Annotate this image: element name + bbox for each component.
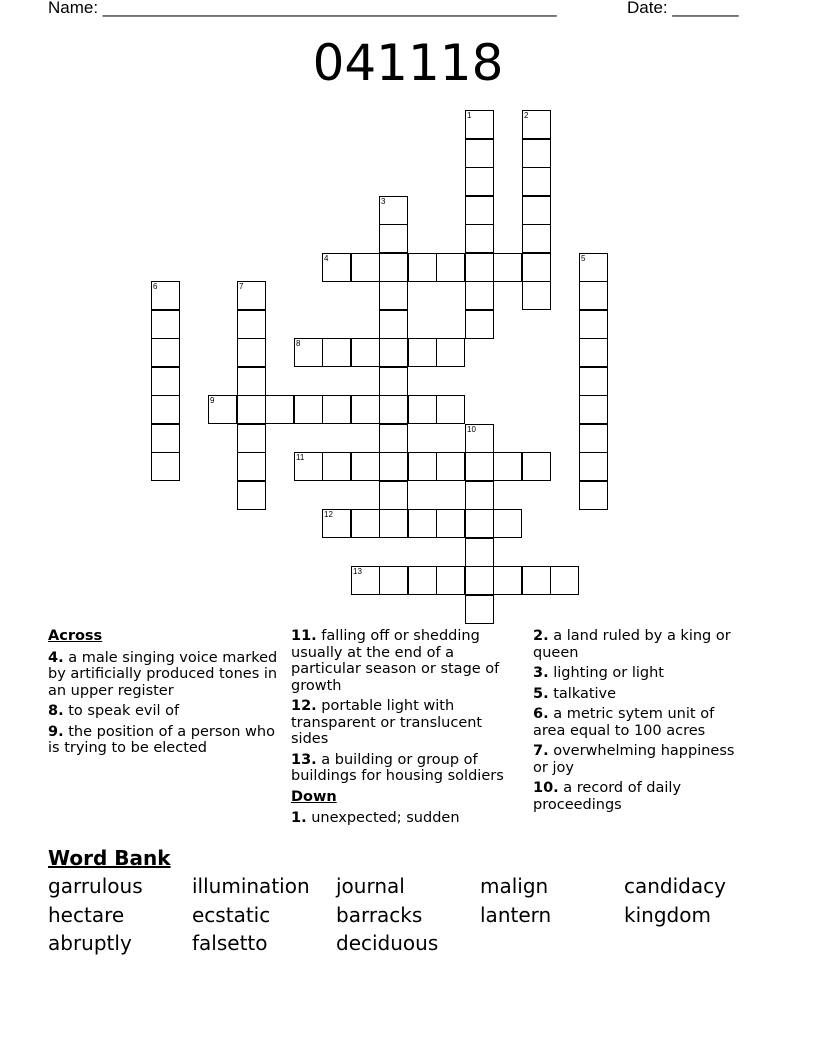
word-bank-word: hectare — [48, 903, 125, 927]
clue-text: a land ruled by a king or queen — [533, 628, 731, 661]
grid-cell — [465, 139, 494, 168]
clue-number: 9. — [48, 723, 64, 740]
cell-number: 2 — [524, 111, 529, 120]
grid-cell — [351, 509, 380, 538]
clue-down-5 — [533, 686, 748, 703]
grid-cell — [294, 395, 323, 424]
grid-cell — [208, 395, 237, 424]
grid-cell — [579, 281, 608, 310]
grid-cell — [237, 452, 266, 481]
grid-cell — [151, 452, 180, 481]
grid-cell — [465, 310, 494, 339]
grid-cell — [522, 253, 551, 282]
clues-column-1 — [48, 628, 278, 761]
across-heading: Across — [48, 628, 103, 644]
grid-cell — [265, 395, 294, 424]
cell-number: 3 — [381, 197, 386, 206]
word-bank-word: garrulous — [48, 874, 143, 898]
grid-cell — [379, 395, 408, 424]
clues-column-3 — [533, 628, 748, 817]
grid-cell — [237, 338, 266, 367]
clue-text: portable light with transparent or translucent sides — [291, 698, 483, 747]
grid-cell — [465, 595, 494, 624]
clue-text: lighting or light — [553, 665, 664, 681]
clues-column-2 — [291, 628, 516, 831]
grid-cell — [237, 481, 266, 510]
cell-number: 1 — [467, 111, 472, 120]
clue-number: 8. — [48, 703, 64, 719]
grid-cell — [408, 509, 437, 538]
grid-cell — [493, 509, 522, 538]
grid-cell — [408, 253, 437, 282]
grid-cell — [379, 566, 408, 595]
clue-down-10 — [533, 780, 748, 813]
clue-text: to speak evil of — [68, 703, 180, 719]
grid-cell — [465, 509, 494, 538]
clue-text: the position of a person who is trying to be elected — [48, 723, 275, 756]
word-bank-word: candidacy — [624, 874, 726, 898]
grid-cell — [465, 167, 494, 196]
grid-cell — [436, 338, 465, 367]
grid-cell — [379, 452, 408, 481]
grid-cell — [237, 367, 266, 396]
grid-cell — [465, 253, 494, 282]
clue-down-3 — [533, 665, 748, 682]
grid-cell — [237, 281, 266, 310]
grid-cell — [550, 566, 579, 595]
word-bank-word: kingdom — [624, 903, 711, 927]
grid-cell — [579, 424, 608, 453]
grid-cell — [379, 509, 408, 538]
grid-cell — [151, 281, 180, 310]
grid-cell — [579, 338, 608, 367]
grid-cell — [465, 566, 494, 595]
cell-number: 6 — [153, 282, 158, 291]
grid-cell — [522, 139, 551, 168]
grid-cell — [579, 452, 608, 481]
grid-cell — [237, 310, 266, 339]
grid-cell — [151, 395, 180, 424]
clue-text: unexpected; sudden — [311, 810, 460, 826]
clue-number: 6. — [533, 706, 549, 722]
grid-cell — [322, 452, 351, 481]
grid-cell — [436, 566, 465, 595]
grid-cell — [237, 395, 266, 424]
grid-cell — [322, 253, 351, 282]
word-bank-word: ecstatic — [192, 903, 271, 927]
grid-cell — [579, 310, 608, 339]
grid-cell — [493, 566, 522, 595]
clue-text: talkative — [553, 685, 617, 702]
clue-across-12 — [291, 698, 516, 748]
grid-cell — [522, 566, 551, 595]
word-bank-word: barracks — [336, 903, 423, 927]
grid-cell — [379, 367, 408, 396]
page-title: 041118 — [312, 34, 504, 92]
clue-across-9 — [48, 724, 278, 757]
grid-cell — [379, 196, 408, 225]
grid-cell — [237, 424, 266, 453]
clue-text: a male singing voice marked by artificially produced tones in an upper register — [48, 649, 278, 699]
clue-number: 3. — [533, 665, 549, 681]
clue-down-2 — [533, 628, 748, 661]
clue-down-6 — [533, 706, 748, 739]
grid-cell — [579, 253, 608, 282]
clue-down-1 — [291, 810, 516, 827]
grid-cell — [522, 167, 551, 196]
grid-cell — [408, 338, 437, 367]
grid-cell — [379, 310, 408, 339]
grid-cell — [436, 253, 465, 282]
word-bank-word: deciduous — [336, 931, 439, 955]
grid-cell — [465, 281, 494, 310]
grid-cell — [493, 253, 522, 282]
grid-cell — [322, 338, 351, 367]
word-bank-word: abruptly — [48, 931, 132, 955]
grid-cell — [579, 395, 608, 424]
clue-text: overwhelming happiness or joy — [533, 743, 735, 776]
grid-cell — [465, 481, 494, 510]
grid-cell — [379, 253, 408, 282]
clue-number: 11. — [291, 628, 317, 644]
date-field-label: Date: _______ — [627, 0, 739, 17]
grid-cell — [379, 424, 408, 453]
clue-across-13 — [291, 752, 516, 785]
grid-cell — [351, 253, 380, 282]
grid-cell — [579, 367, 608, 396]
grid-cell — [436, 395, 465, 424]
cell-number: 11 — [296, 453, 305, 462]
grid-cell — [436, 509, 465, 538]
grid-cell — [465, 424, 494, 453]
clue-number: 1. — [291, 810, 307, 826]
clue-number: 2. — [533, 628, 549, 644]
grid-cell — [522, 281, 551, 310]
grid-cell — [522, 196, 551, 225]
cell-number: 5 — [581, 254, 586, 263]
word-bank-word: illumination — [192, 874, 310, 898]
grid-cell — [351, 395, 380, 424]
grid-cell — [351, 566, 380, 595]
clue-number: 10. — [533, 780, 559, 796]
grid-cell — [493, 452, 522, 481]
grid-cell — [465, 452, 494, 481]
grid-cell — [465, 196, 494, 225]
clue-text: a building or group of buildings for housing soldiers — [291, 751, 504, 784]
clue-number: 5. — [533, 685, 549, 702]
grid-cell — [351, 452, 380, 481]
grid-cell — [151, 310, 180, 339]
clue-text: a record of daily proceedings — [533, 780, 682, 813]
clue-number: 4. — [48, 649, 64, 666]
word-bank-word: malign — [480, 874, 549, 898]
clue-number: 12. — [291, 698, 317, 714]
clue-down-7 — [533, 743, 748, 776]
grid-cell — [522, 110, 551, 139]
grid-cell — [408, 395, 437, 424]
cell-number: 9 — [210, 396, 215, 405]
grid-cell — [379, 281, 408, 310]
word-bank-title: Word Bank — [48, 846, 171, 870]
grid-cell — [408, 566, 437, 595]
grid-cell — [151, 338, 180, 367]
clue-across-11 — [291, 628, 516, 694]
grid-cell — [322, 509, 351, 538]
grid-cell — [151, 367, 180, 396]
cell-number: 7 — [239, 282, 244, 291]
grid-cell — [465, 538, 494, 567]
cell-number: 4 — [324, 254, 329, 263]
grid-cell — [465, 110, 494, 139]
grid-cell — [322, 395, 351, 424]
grid-cell — [408, 452, 437, 481]
grid-cell — [522, 452, 551, 481]
grid-cell — [294, 452, 323, 481]
grid-cell — [436, 452, 465, 481]
clue-text: falling off or shedding usually at the end of a particular season or stage of growth — [291, 628, 500, 694]
grid-cell — [579, 481, 608, 510]
grid-cell — [522, 224, 551, 253]
grid-cell — [151, 424, 180, 453]
cell-number: 12 — [324, 510, 333, 519]
cell-number: 13 — [353, 567, 362, 576]
grid-cell — [379, 481, 408, 510]
word-bank-word: lantern — [480, 903, 552, 927]
word-bank-word: falsetto — [192, 931, 268, 955]
grid-cell — [379, 338, 408, 367]
clue-across-8 — [48, 703, 278, 720]
clue-number: 13. — [291, 751, 317, 768]
cell-number: 10 — [467, 425, 476, 434]
grid-cell — [379, 224, 408, 253]
word-bank-word: journal — [336, 874, 405, 898]
clue-across-4 — [48, 650, 278, 700]
name-field-label: Name: ________________________________________________ — [48, 0, 557, 17]
cell-number: 8 — [296, 339, 301, 348]
grid-cell — [351, 338, 380, 367]
down-heading: Down — [291, 788, 337, 805]
clue-text: a metric sytem unit of area equal to 100 acres — [533, 706, 715, 739]
grid-cell — [294, 338, 323, 367]
grid-cell — [465, 224, 494, 253]
clue-number: 7. — [533, 743, 549, 759]
